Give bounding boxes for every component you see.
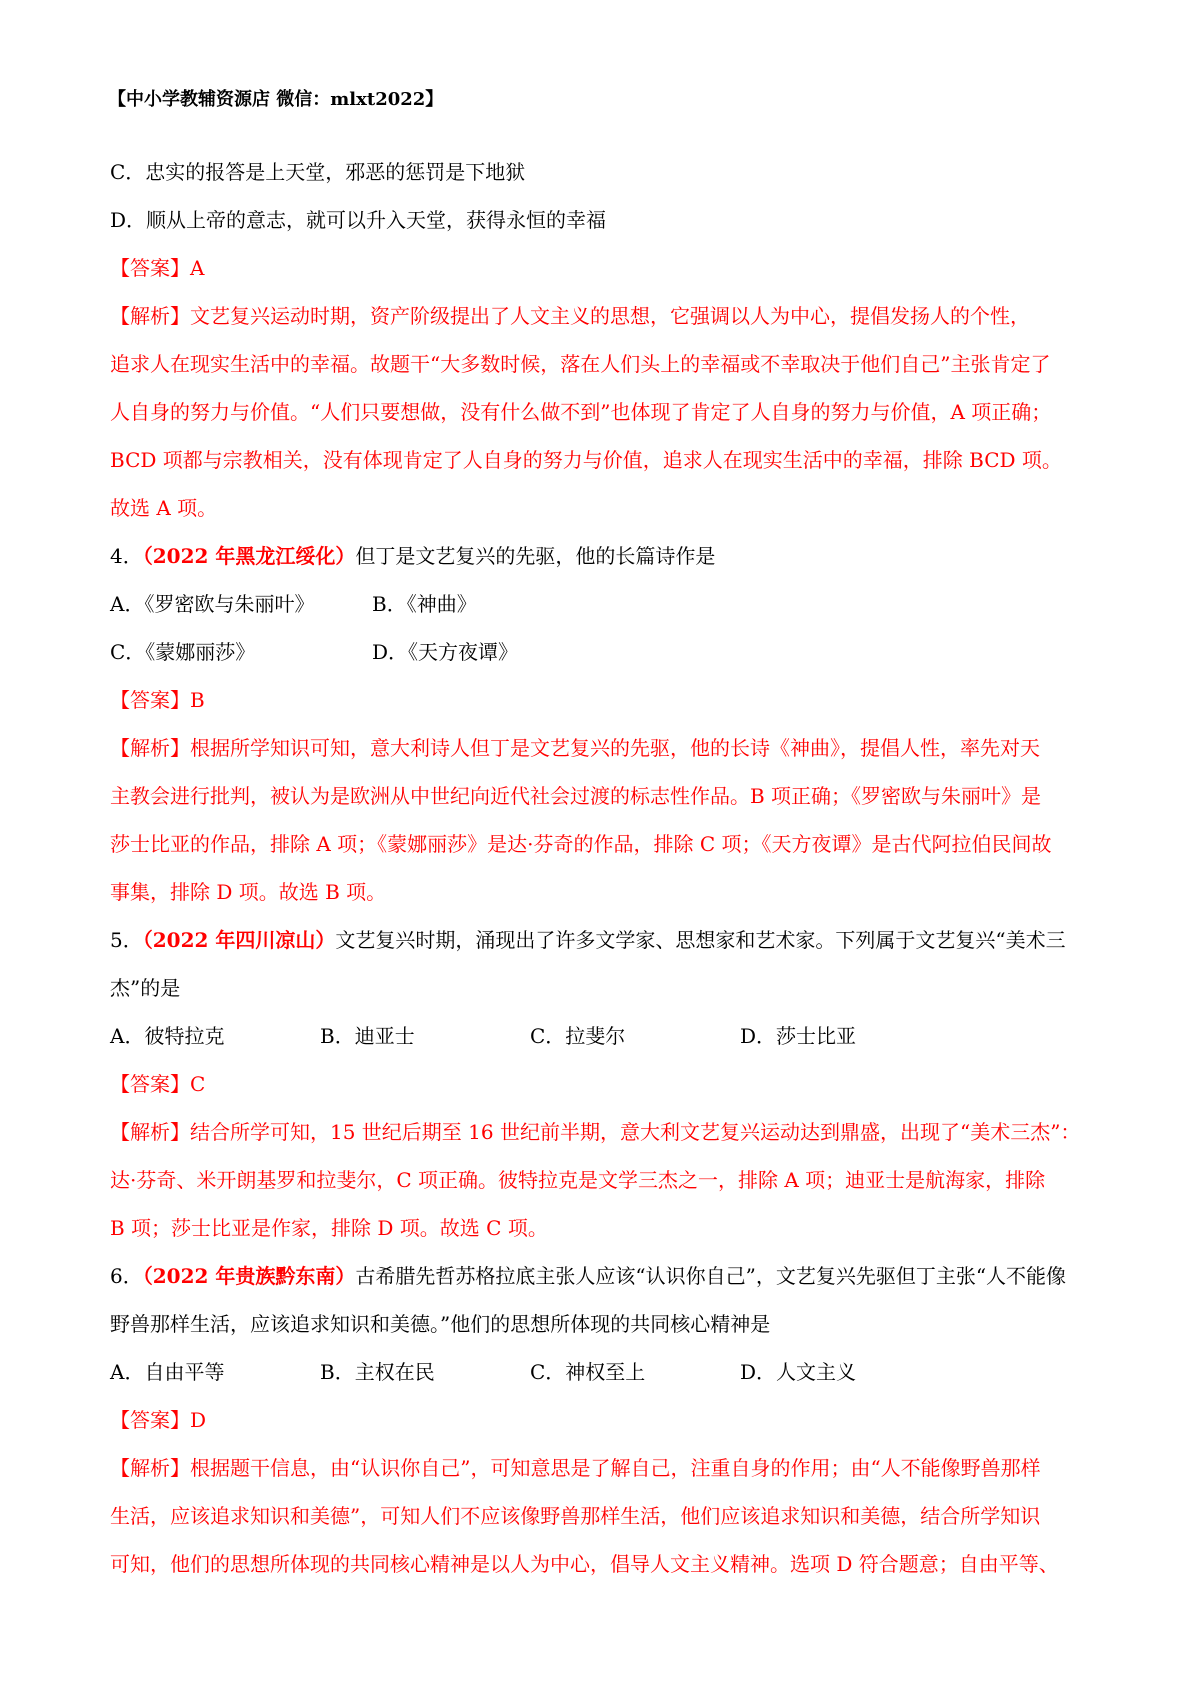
q4-analysis-line: 【解析】根据所学知识可知，意大利诗人但丁是文艺复兴的先驱，他的长诗《神曲》，提倡人性，率先对天 bbox=[110, 736, 1040, 760]
answer-value: B bbox=[190, 688, 205, 712]
document-body bbox=[110, 148, 1100, 1588]
q4-answer bbox=[110, 676, 1100, 724]
analysis-label: 【解析】 bbox=[110, 1120, 190, 1144]
option-d: D．《天方夜谭》 bbox=[372, 640, 519, 664]
option-a: A．彼特拉克 bbox=[110, 1024, 225, 1048]
q4-analysis-line: 主教会进行批判，被认为是欧洲从中世纪向近代社会过渡的标志性作品。B 项正确；《罗密欧与朱丽叶》是 bbox=[110, 784, 1042, 808]
answer-value: A bbox=[190, 256, 205, 280]
option-b: B．迪亚士 bbox=[320, 1024, 415, 1048]
option-a: A．《罗密欧与朱丽叶》 bbox=[110, 592, 315, 616]
q5-analysis-line: B 项；莎士比亚是作家，排除 D 项。故选 C 项。 bbox=[110, 1216, 548, 1240]
q5-answer bbox=[110, 1060, 1100, 1108]
q4-options-row bbox=[110, 580, 1100, 628]
option-d: D．人文主义 bbox=[740, 1360, 857, 1384]
answer-label: 【答案】 bbox=[110, 1072, 190, 1096]
q6-stem-cont: 野兽那样生活，应该追求知识和美德。”他们的思想所体现的共同核心精神是 bbox=[110, 1312, 771, 1336]
analysis-label: 【解析】 bbox=[110, 1456, 190, 1480]
question-source: （2022 年四川凉山） bbox=[142, 928, 336, 952]
q3-analysis-line: 故选 A 项。 bbox=[110, 496, 218, 520]
answer-value: D bbox=[190, 1408, 207, 1432]
question-number: 4． bbox=[110, 544, 143, 568]
option-d: D．莎士比亚 bbox=[740, 1024, 857, 1048]
q6-answer bbox=[110, 1396, 1100, 1444]
q3-analysis-line: 人自身的努力与价值。“人们只要想做，没有什么做不到”也体现了肯定了人自身的努力与价值，A 项正确； bbox=[110, 400, 1052, 424]
q4-options-row bbox=[110, 628, 1100, 676]
answer-value: C bbox=[190, 1072, 206, 1096]
question-text: 但丁是文艺复兴的先驱，他的长篇诗作是 bbox=[355, 544, 716, 568]
q3-analysis-line: BCD 项都与宗教相关，没有体现肯定了人自身的努力与价值，追求人在现实生活中的幸福，排除 BCD 项。 bbox=[110, 448, 1062, 472]
question-number: 5． bbox=[110, 928, 143, 952]
q5-stem bbox=[110, 916, 1100, 964]
question-source: （2022 年黑龙江绥化） bbox=[142, 544, 356, 568]
q3-option-d: D．顺从上帝的意志，就可以升入天堂，获得永恒的幸福 bbox=[110, 208, 607, 232]
answer-label: 【答案】 bbox=[110, 256, 190, 280]
question-number: 6． bbox=[110, 1264, 143, 1288]
question-text: 古希腊先哲苏格拉底主张人应该“认识你自己”，文艺复兴先驱但丁主张“人不能像 bbox=[355, 1264, 1067, 1288]
option-c: C．神权至上 bbox=[530, 1360, 646, 1384]
q5-options-row bbox=[110, 1012, 1100, 1060]
option-c: C．《蒙娜丽莎》 bbox=[110, 640, 256, 664]
q5-stem-cont: 杰”的是 bbox=[110, 976, 181, 1000]
answer-label: 【答案】 bbox=[110, 688, 190, 712]
question-source: （2022 年贵族黔东南） bbox=[142, 1264, 356, 1288]
analysis-label: 【解析】 bbox=[110, 304, 190, 328]
option-c: C．拉斐尔 bbox=[530, 1024, 626, 1048]
q3-option-c: C．忠实的报答是上天堂，邪恶的惩罚是下地狱 bbox=[110, 160, 526, 184]
q3-analysis-line: 追求人在现实生活中的幸福。故题干“大多数时候，落在人们头上的幸福或不幸取决于他们自己”主张肯定了 bbox=[110, 352, 1051, 376]
q3-analysis-line: 【解析】文艺复兴运动时期，资产阶级提出了人文主义的思想，它强调以人为中心，提倡发扬人的个性， bbox=[110, 304, 1030, 328]
q6-analysis-line: 【解析】根据题干信息，由“认识你自己”，可知意思是了解自己，注重自身的作用；由“人不能像野兽那样 bbox=[110, 1456, 1041, 1480]
option-a: A．自由平等 bbox=[110, 1360, 225, 1384]
q6-analysis-line: 可知，他们的思想所体现的共同核心精神是以人为中心，倡导人文主义精神。选项 D 符合题意；自由平等、 bbox=[110, 1552, 1059, 1576]
option-b: B．主权在民 bbox=[320, 1360, 435, 1384]
question-text: 文艺复兴时期，涌现出了许多文学家、思想家和艺术家。下列属于文艺复兴“美术三 bbox=[335, 928, 1066, 952]
q6-options-row bbox=[110, 1348, 1100, 1396]
q4-analysis-line: 莎士比亚的作品，排除 A 项；《蒙娜丽莎》是达·芬奇的作品，排除 C 项；《天方夜谭》是古代阿拉伯民间故 bbox=[110, 832, 1052, 856]
answer-label: 【答案】 bbox=[110, 1408, 190, 1432]
q6-analysis-line: 生活，应该追求知识和美德”，可知人们不应该像野兽那样生活，他们应该追求知识和美德，结合所学知识 bbox=[110, 1504, 1041, 1528]
q5-analysis-line: 【解析】结合所学可知，15 世纪后期至 16 世纪前半期，意大利文艺复兴运动达到鼎盛，出现了“美术三杰”： bbox=[110, 1120, 1081, 1144]
page-header: 【中小学教辅资源店 微信：mlxt2022】 bbox=[108, 89, 444, 110]
q6-stem bbox=[110, 1252, 1100, 1300]
q3-answer bbox=[110, 244, 1100, 292]
q5-analysis-line: 达·芬奇、米开朗基罗和拉斐尔，C 项正确。彼特拉克是文学三杰之一，排除 A 项；迪亚士是航海家，排除 bbox=[110, 1168, 1046, 1192]
analysis-label: 【解析】 bbox=[110, 736, 190, 760]
q4-analysis-line: 事集，排除 D 项。故选 B 项。 bbox=[110, 880, 387, 904]
option-b: B．《神曲》 bbox=[372, 592, 477, 616]
q4-stem bbox=[110, 532, 1100, 580]
